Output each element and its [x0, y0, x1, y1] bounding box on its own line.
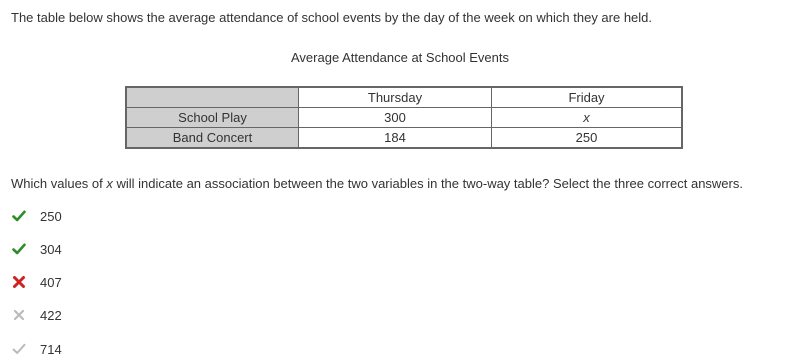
answer-option-714[interactable] — [12, 340, 132, 358]
row-label-band-concert: Band Concert — [126, 128, 299, 149]
cell-school-play-thursday: 300 — [299, 108, 492, 128]
cross-icon — [12, 275, 26, 289]
answer-option-422[interactable] — [12, 306, 132, 324]
question-part2: will indicate an association between the two variables in the two-way table? Select the three correct answers. — [112, 176, 743, 191]
answer-option-label: 304 — [40, 241, 62, 257]
answer-option-label: 407 — [40, 274, 62, 290]
intro-text: The table below shows the average attendance of school events by the day of the week on which they are held. — [11, 10, 653, 25]
answer-option-label: 422 — [40, 307, 62, 323]
table-header-row — [126, 87, 682, 108]
check-icon — [12, 342, 26, 356]
table-header-thursday: Thursday — [299, 87, 492, 108]
question-part1: Which values of — [11, 176, 107, 191]
question-variable: x — [106, 176, 113, 191]
cell-school-play-friday: x — [492, 108, 683, 128]
answer-option-label: 714 — [40, 341, 62, 357]
answer-option-label: 250 — [40, 208, 62, 224]
check-icon — [12, 209, 26, 223]
answer-option-304[interactable] — [12, 240, 132, 258]
table-header-corner — [126, 87, 299, 108]
answer-option-250[interactable] — [12, 207, 132, 225]
cross-icon — [12, 308, 26, 322]
table-title: Average Attendance at School Events — [290, 50, 510, 65]
table-row — [126, 108, 682, 128]
table-header-friday: Friday — [492, 87, 683, 108]
attendance-table — [125, 86, 683, 149]
answer-option-407[interactable] — [12, 273, 132, 291]
row-label-school-play: School Play — [126, 108, 299, 128]
cell-band-concert-thursday: 184 — [299, 128, 492, 149]
check-icon — [12, 242, 26, 256]
cell-band-concert-friday: 250 — [492, 128, 683, 149]
question-text — [11, 176, 743, 191]
table-row — [126, 128, 682, 149]
